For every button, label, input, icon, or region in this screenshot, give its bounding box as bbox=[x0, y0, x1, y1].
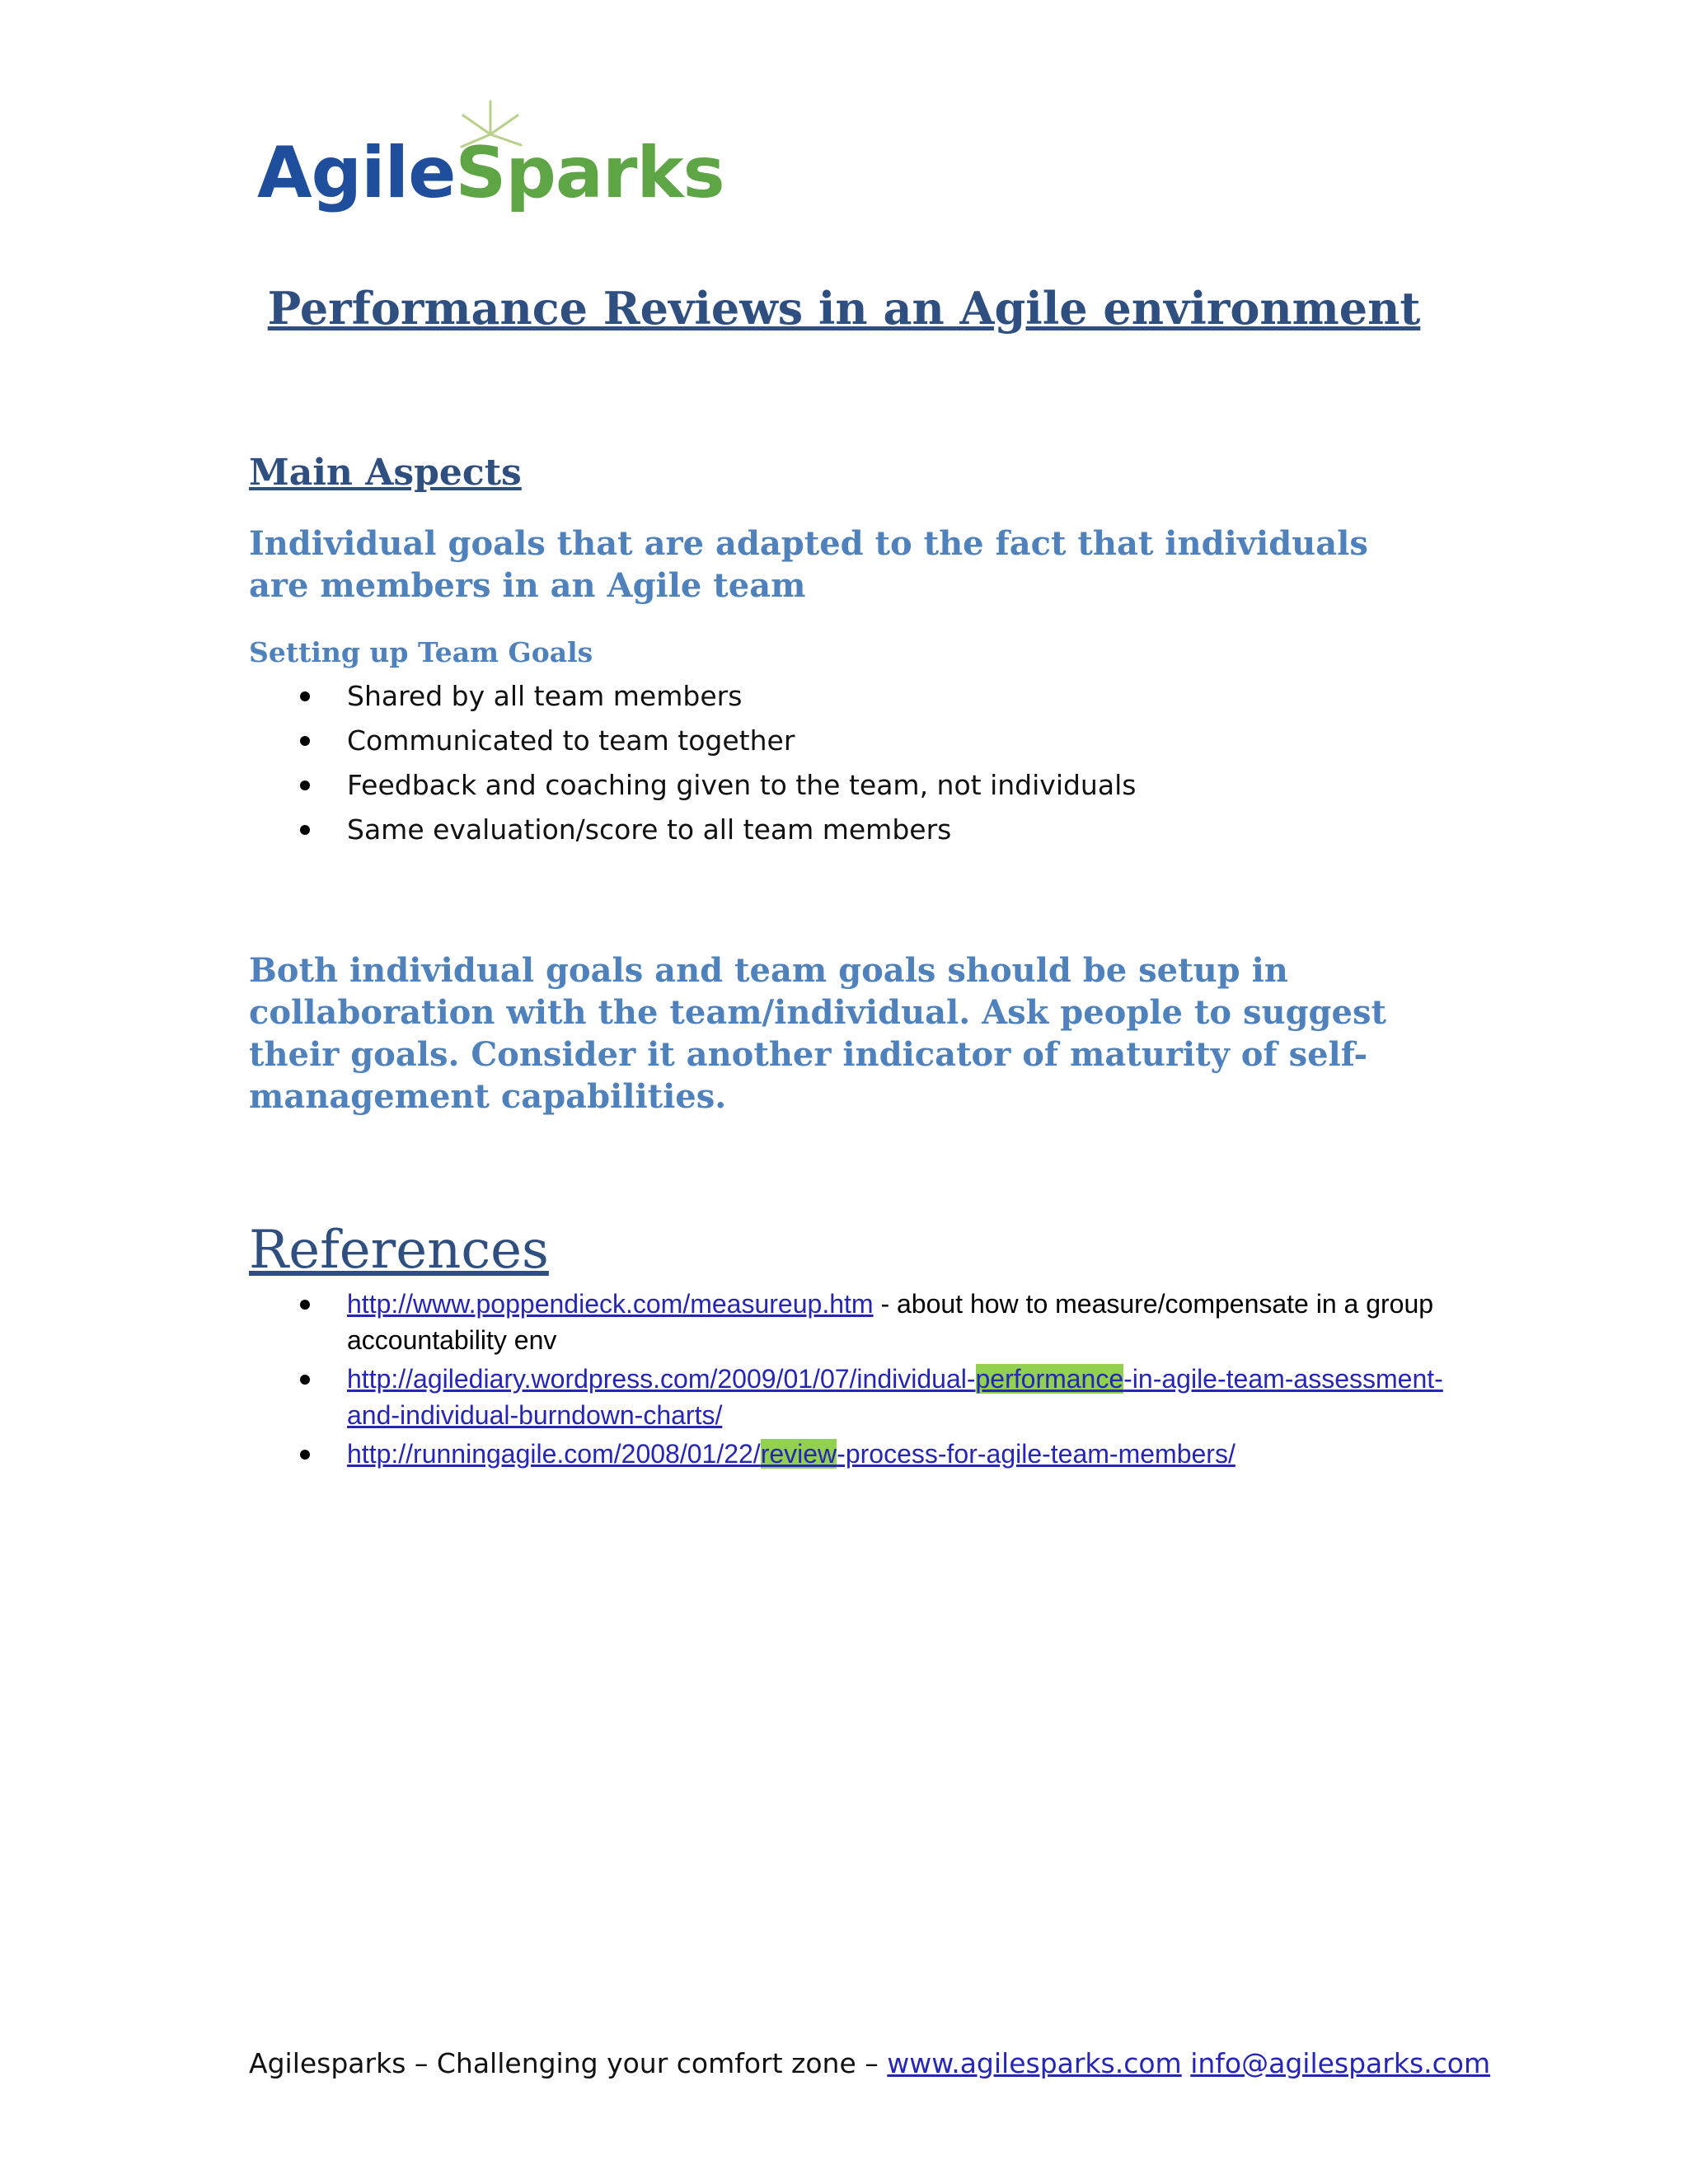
bullet-icon bbox=[300, 736, 310, 746]
list-item: Same evaluation/score to all team members bbox=[249, 811, 1136, 855]
bullet-icon bbox=[300, 1375, 310, 1385]
logo-sparks: Sparks bbox=[455, 132, 724, 214]
page-footer bbox=[249, 2047, 1490, 2079]
bullet-icon bbox=[300, 1450, 310, 1460]
reference-link-agilediary[interactable]: http://agilediary.wordpress.com/2009/01/07/individual-performance-in-agile-team-assessment-and-individual-burndown-charts/ bbox=[347, 1364, 1443, 1430]
logo-wordmark bbox=[257, 132, 724, 214]
reference-item bbox=[249, 1286, 1469, 1358]
footer-tagline: Agilesparks – Challenging your comfort zone – bbox=[249, 2047, 888, 2079]
reference-description: - about how to measure/compensate in a group accountability env bbox=[347, 1289, 1434, 1355]
references-heading: References bbox=[249, 1220, 549, 1281]
reference-item bbox=[249, 1436, 1469, 1472]
bullet-icon bbox=[300, 691, 310, 701]
list-item: Communicated to team together bbox=[249, 722, 1136, 766]
logo-agile: Agile bbox=[257, 132, 456, 214]
team-goals-list bbox=[249, 677, 1136, 855]
agilesparks-logo bbox=[257, 97, 724, 229]
search-highlight: performance bbox=[975, 1364, 1124, 1394]
reference-link-poppendieck[interactable]: http://www.poppendieck.com/measureup.htm bbox=[347, 1289, 874, 1319]
bullet-icon bbox=[300, 825, 310, 835]
list-item: Feedback and coaching given to the team, not individuals bbox=[249, 766, 1136, 811]
page-title: Performance Reviews in an Agile environment bbox=[267, 282, 1421, 335]
references-list bbox=[249, 1286, 1469, 1474]
reference-item bbox=[249, 1361, 1469, 1433]
team-goals-heading: Setting up Team Goals bbox=[249, 636, 593, 668]
footer-email-link[interactable]: info@agilesparks.com bbox=[1190, 2047, 1491, 2079]
main-aspects-heading: Main Aspects bbox=[249, 452, 522, 494]
reference-link-runningagile[interactable]: http://runningagile.com/2008/01/22/review-process-for-agile-team-members/ bbox=[347, 1439, 1236, 1469]
individual-goals-heading: Individual goals that are adapted to the fact that individuals are members in an Agile team bbox=[249, 524, 1368, 605]
footer-website-link[interactable]: www.agilesparks.com bbox=[887, 2047, 1182, 2079]
collaboration-note: Both individual goals and team goals should be setup in collaboration with the team/individual. Ask people to suggest their goals. Consider it another indicator of maturity of self-management capabilities. bbox=[249, 951, 1386, 1116]
search-highlight: review bbox=[760, 1439, 837, 1469]
list-item: Shared by all team members bbox=[249, 677, 1136, 722]
bullet-icon bbox=[300, 1300, 310, 1310]
bullet-icon bbox=[300, 780, 310, 790]
